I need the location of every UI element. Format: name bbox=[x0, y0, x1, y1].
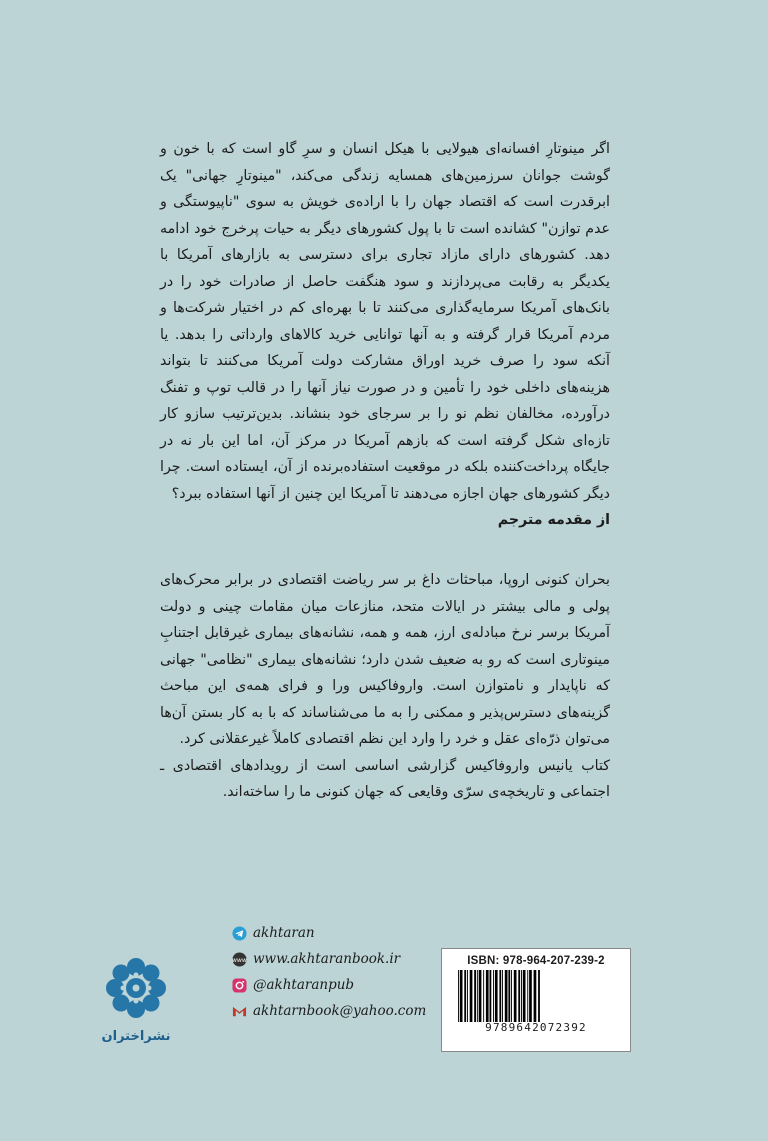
barcode-bar bbox=[493, 970, 494, 1022]
instagram-handle: @akhtaranpub bbox=[253, 977, 355, 993]
barcode-bar bbox=[470, 970, 473, 1022]
barcode-bar bbox=[529, 970, 532, 1022]
contact-telegram[interactable] bbox=[232, 920, 426, 946]
blurb-paragraph: اگر مینوتارِ افسانه‌ای هیولایی با هیکل انسان و سرِ گاو است که با خون و گوشت جوانان سرزمین‌های همسایه زندگی می‌کند، "مینوتارِ جهانی" یک ابرقدرت است که اقتصاد جهان را با اراده‌ی خویش به سوی "ناپیوستگی و عدم توازن" کشانده است تا با پول کشورهای دیگر به حیات پرخرج خود ادامه دهد. کشورهای دارای مازاد تجاری برای دسترسی به بازارهای آمریکا با یکدیگر به رقابت می‌پردازند و سود هنگفت حاصل از صادرات خود را در بانک‌های آمریکا سرمایه‌گذاری می‌کنند تا با بهره‌ای کم در اختیار شرکت‌ها و مردم آمریکا قرار گرفته و به آنها توانایی خرید کالاهای وارداتی را بدهد. یا آنکه سود را صرف خرید اوراق مشارکت دولت آمریکا می‌کنند تا بتواند هزینه‌های داخلی خود را تأمین و در صورت نیاز آنها را در قالب توپ و تفنگ درآورده، مخالفان نظم نو را بر سرجای خود بنشاند. بدین‌ترتیب سازو کار تازه‌ای شکل گرفته است که بازهم آمریکا در مرکز آن، اما این بار نه در جایگاه پرداخت‌کننده بلکه در موقعیت استفاده‌برنده از آن، ایستاده است. چرا دیگر کشورهای جهان اجازه می‌دهند تا آمریکا این چنین از آنها استفاده ببرد؟ bbox=[160, 141, 610, 502]
barcode-bar bbox=[508, 970, 510, 1022]
publisher-name: نشراختران bbox=[101, 1029, 171, 1044]
barcode-bar bbox=[521, 970, 522, 1022]
barcode-bar bbox=[495, 970, 498, 1022]
barcode-bar bbox=[464, 970, 466, 1022]
barcode-bar bbox=[499, 970, 501, 1022]
barcode-bar bbox=[486, 970, 489, 1022]
barcode-bar bbox=[505, 970, 508, 1022]
website-url: www.akhtaranbook.ir bbox=[253, 951, 401, 967]
publisher-contacts bbox=[232, 920, 426, 1024]
telegram-handle: akhtaran bbox=[253, 925, 315, 941]
barcode-bar bbox=[460, 970, 463, 1022]
contact-instagram[interactable] bbox=[232, 972, 426, 998]
publisher-logo bbox=[96, 955, 176, 1044]
barcode-digits: 9789642072392 bbox=[485, 1021, 587, 1034]
svg-text:www: www bbox=[232, 956, 247, 964]
mail-icon bbox=[232, 1004, 247, 1019]
barcode-bar bbox=[514, 970, 517, 1022]
barcode-bar bbox=[518, 970, 520, 1022]
barcode-bar bbox=[502, 970, 503, 1022]
barcode-bar bbox=[479, 970, 482, 1022]
back-cover-blurb-2 bbox=[160, 567, 610, 806]
translator-attribution: از مقدمه مترجم bbox=[497, 512, 610, 528]
contact-website[interactable] bbox=[232, 946, 426, 972]
back-cover-blurb-1 bbox=[160, 136, 610, 534]
barcode-bar bbox=[511, 970, 512, 1022]
isbn-barcode bbox=[441, 948, 631, 1052]
globe-icon bbox=[232, 952, 247, 967]
barcode-bar bbox=[527, 970, 528, 1022]
barcode-bar bbox=[523, 970, 526, 1022]
blurb-paragraph: کتاب یانیس واروفاکیس گزارشی اساسی است از رویدادهای اقتصادی ـ اجتماعی و تاریخچه‌ی سرّی وقایعی که جهان کنونی ما را ساخته‌اند. bbox=[160, 757, 610, 800]
barcode-bar bbox=[467, 970, 468, 1022]
telegram-icon bbox=[232, 926, 247, 941]
email-address: akhtarnbook@yahoo.com bbox=[253, 1003, 427, 1019]
instagram-icon bbox=[232, 978, 247, 993]
barcode-bar bbox=[483, 970, 484, 1022]
barcode-bar bbox=[477, 970, 478, 1022]
isbn-label: ISBN: 978-964-207-239-2 bbox=[467, 955, 605, 967]
barcode-bar bbox=[490, 970, 492, 1022]
contact-email[interactable] bbox=[232, 998, 426, 1024]
barcode-bar bbox=[538, 970, 540, 1022]
barcode-bars bbox=[456, 970, 616, 1022]
barcode-bar bbox=[458, 970, 459, 1022]
publisher-flower-icon bbox=[103, 955, 169, 1021]
blurb-paragraph: بحران کنونی اروپا، مباحثات داغ بر سر ریاضت اقتصادی در برابر محرک‌های پولی و مالی بیشتر در ایالات متحد، منازعات میان مقامات چینی و دولت آمریکا برسر نرخ مبادله‌ی ارز، همه و همه، نشانه‌های بیماری غیرقابل اجتنابِ مینوتاری است که رو به ضعیف شدن دارد؛ نشانه‌های بیماری "نظامی" جهانی که ناپایدار و نامتوازن است. واروفاکیس ورا و فرای همه‌ی این مباحث گزینه‌های دسترس‌پذیر و ممکنی را به ما می‌شناساند که با به کار بستن آن‌ها می‌توان ذرّه‌ای عقل و خرد را وارد این نظم اقتصادی کاملاً غیرعقلانی کرد. bbox=[160, 572, 610, 747]
barcode-bar bbox=[474, 970, 476, 1022]
barcode-bar bbox=[534, 970, 537, 1022]
